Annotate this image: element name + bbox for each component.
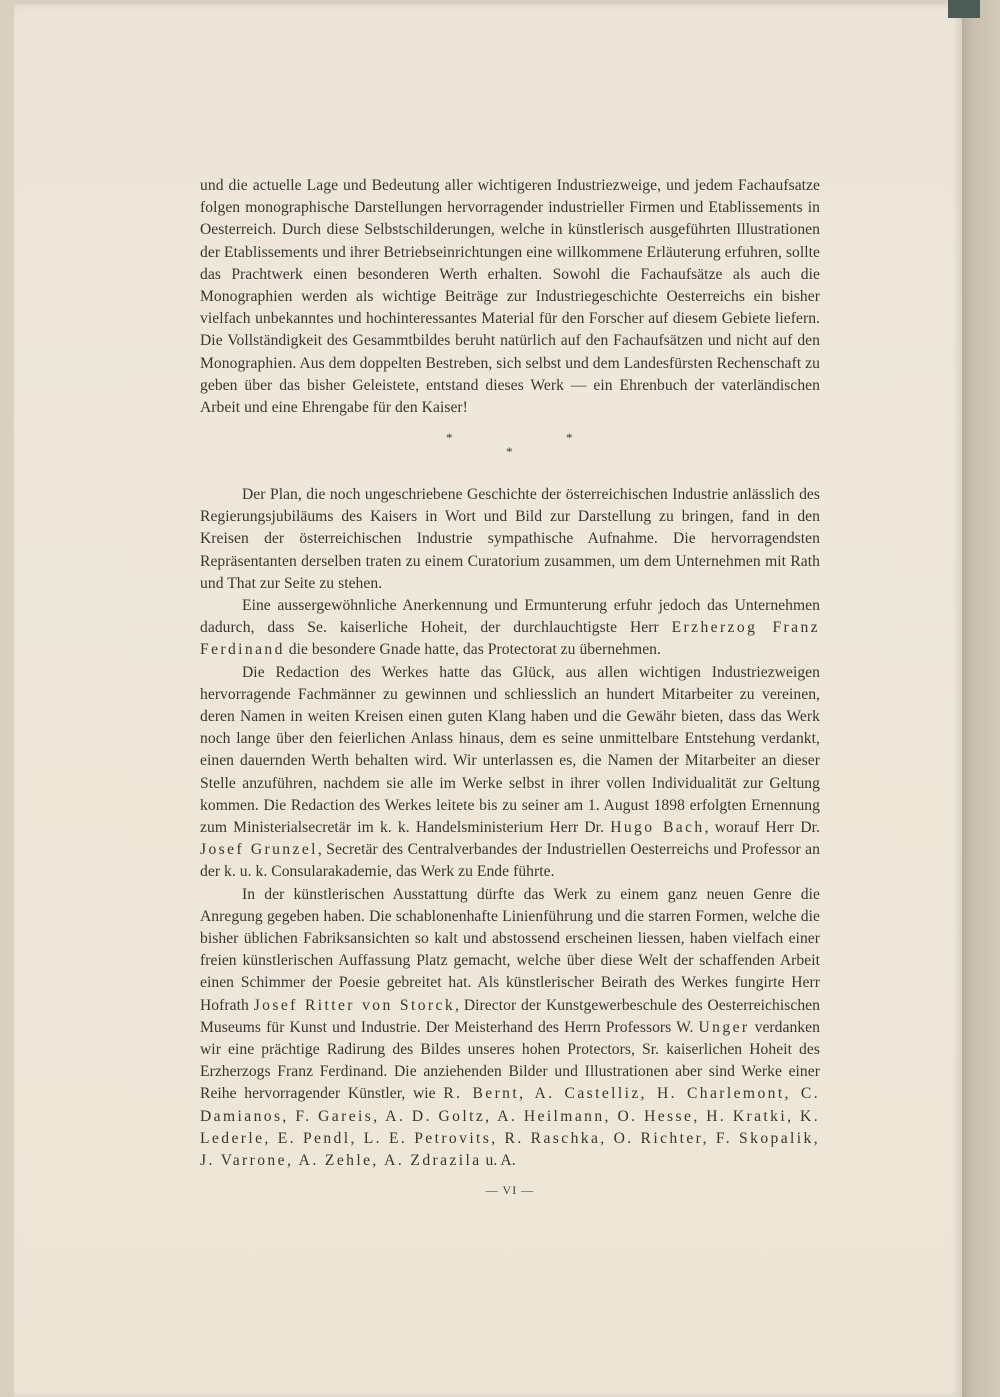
asterism-star: * [566,430,573,445]
spaced-name: Josef Ritter von Storck [253,996,456,1014]
paragraph-protectorat [200,595,820,662]
text-run: , worauf Herr Dr. [704,819,820,837]
asterism-star: * [446,430,453,445]
text-column-main [200,484,820,1172]
paragraph-redaction [200,662,820,884]
text-run: verdanken wir eine prächtige Radirung des Bildes unseres hohen Protectors, Sr. kaiserlichen Hoheit des Erzherzogs Franz Ferdinand. Die anziehenden Bilder und Illustrationen aber sind Werke einer Reihe hervorragender Künstler, wie [200,1018,821,1103]
right-page-margin [962,0,1000,1397]
artist-list: R. Bernt, A. Castelliz, H. Charlemont, C. Damianos, F. Gareis, A. D. Goltz, A. Heilmann, O. Hesse, H. Kratki, K. Lederle, E. Pendl, L. E. Petrovits, R. Raschka, O. Richter, F. Skopalik, J. Varrone, A. Zehle, A. Zdrazila [200,1085,821,1170]
asterism-star: * [506,444,513,459]
text-run: Die Redaction des Werkes hatte das Glück, aus allen wichtigen Industriezweigen hervorragende Fachmänner zu gewinnen und schliesslich an hundert Mitarbeiter zu vereinen, deren Namen in weiten Kreisen einen guten Klang haben und die Gewähr bieten, dass das Werk noch lange über den feierlichen Anlass hinaus, dem es seine unmittelbare Entstehung verdankt, einen dauernden Werth behalten wird. Wir unterlassen es, die Namen der Mitarbeiter an dieser Stelle anzuführen, nachdem sie alle im Werke selbst in ihrer vollen Individualität zur Geltung kommen. Die Redaction des Werkes leitete bis zu seiner am 1. August 1898 erfolgten Ernennung zum Ministerialsecretär im k. k. Handelsministerium Herr Dr. [200,663,820,837]
text-run: In der künstlerischen Ausstattung dürfte das Werk zu einem ganz neuen Genre die Anregung gegeben haben. Die schablonenhafte Linienführung und die starren Formen, welche die bisher üblichen Fabriksansichten so kalt und abstossend erscheinen liessen, haben vielfach einer freien künstlerischen Auffassung Platz gemacht, welche über diese Welt der schaffenden Arbeit einen Schimmer der Poesie gebreitet hat. Als künstlerischer Beirath des Werkes fungirte Herr Hofrath [200,885,820,1014]
page-number: — VI — [485,1183,535,1197]
paragraph-kunst [200,884,820,1173]
text-run: Eine aussergewöhnliche Anerkennung und Ermunterung erfuhr jedoch das Unternehmen dadurch, dass Se. kaiserliche Hoheit, der durchlauchtigste Herr [200,597,820,637]
paragraph-plan: Der Plan, die noch ungeschriebene Geschichte der österreichischen Industrie anlässlich des Regierungsjubiläums des Kaisers in Wort und Bild zur Darstellung zu bringen, fand in den Kreisen der österreichischen Industrie sympathische Aufnahme. Die hervorragendsten Repräsentanten derselben traten zu einem Curatorium zusammen, um dem Unternehmen mit Rath und That zur Seite zu stehen. [200,486,820,592]
asterism-divider [440,430,590,460]
paragraph-intro: und die actuelle Lage und Bedeutung aller wichtigeren Industriezweige, und jedem Fachaufsatze folgen monographische Darstellungen hervorragender industrieller Firmen und Etablissements in Oesterreich. Durch diese Selbstschilderungen, welche in künstlerisch ausgeführten Illustrationen der Etablissements und ihrer Betriebseinrichtungen eine willkommene Erläuterung erfuhren, sollte das Prachtwerk einen besonderen Werth erhalten. Sowohl die Fachaufsätze als auch die Monographien werden als wichtige Beiträge zur Industriegeschichte Oesterreichs ein bisher vielfach unbekanntes und hochinteressantes Material für den Forscher auf diesem Gebiete liefern. Die Vollständigkeit des Gesammtbildes beruht natürlich auf den Fachaufsätzen und nicht auf den Monographien. Aus dem doppelten Bestreben, sich selbst und dem Landesfürsten Rechenschaft zu geben über das bisher Geleistete, entstand dieses Werk — ein Ehrenbuch der vaterländischen Arbeit und eine Ehrengabe für den Kaiser! [200,177,820,417]
text-column-top [200,175,820,419]
corner-binding-tab [948,0,980,18]
text-run: , Secretär des Centralverbandes der Industriellen Oesterreichs und Professor an der k. u. k. Consularakademie, das Werk zu Ende führte. [200,841,820,881]
spaced-name: Erzherzog Franz Ferdinand [200,619,820,659]
text-run: , Director der Kunstgewerbeschule des Oesterreichischen Museums für Kunst und Industrie. Der Meisterhand des Herrn Professors W. [200,996,820,1036]
spaced-name: Josef Grunzel [200,841,318,859]
text-run: die besondere Gnade hatte, das Protectorat zu übernehmen. [284,641,661,659]
text-run: u. A. [481,1152,516,1170]
spaced-name: Hugo Bach [610,819,705,837]
spaced-name: Unger [698,1018,750,1036]
